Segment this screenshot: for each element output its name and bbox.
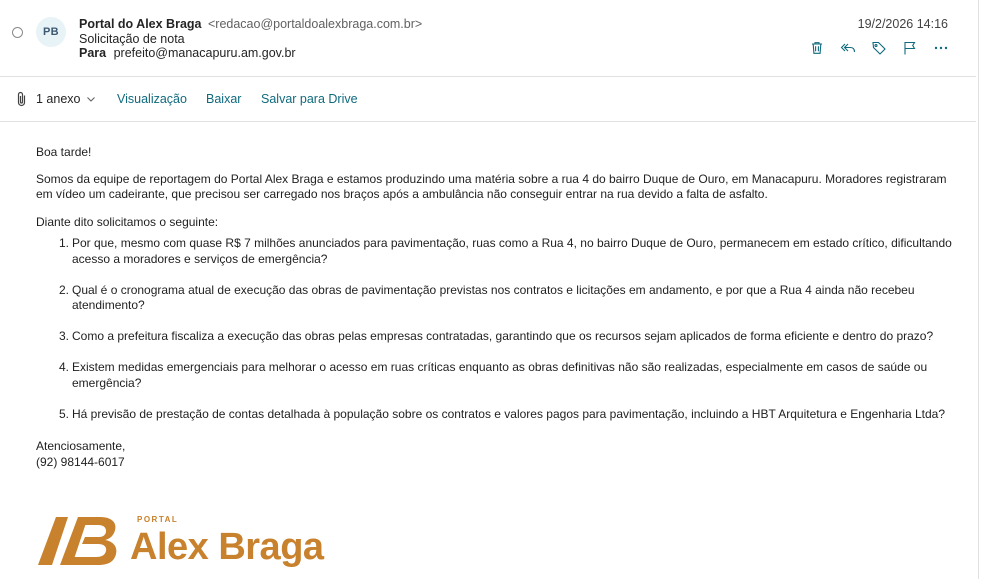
attachment-divider xyxy=(0,121,976,122)
attachment-count-label: 1 anexo xyxy=(36,92,81,106)
attachment-count-dropdown[interactable] xyxy=(36,92,96,106)
select-radio[interactable] xyxy=(12,27,23,38)
more-icon xyxy=(933,40,949,56)
list-item: 3. Como a prefeitura fiscaliza a execução das obras pelas empresas contratadas, garantindo que os recursos sejam aplicados de forma eficiente e dentro do prazo? xyxy=(59,329,934,343)
paperclip-icon xyxy=(15,91,29,107)
attachment-bar xyxy=(0,77,976,121)
signature-logo xyxy=(38,513,358,571)
greeting: Boa tarde! xyxy=(36,145,92,159)
reading-pane-border xyxy=(978,0,979,579)
trash-icon xyxy=(809,40,825,56)
to-label: Para xyxy=(79,46,107,60)
reply-all-button[interactable] xyxy=(837,38,859,58)
save-to-drive-link[interactable]: Salvar para Drive xyxy=(261,92,358,106)
list-item: 2. Qual é o cronograma atual de execução das obras de pavimentação previstas nos contratos e licitações em andamento, e por que a Rua 4 ainda não recebeu atendimento? xyxy=(59,282,915,312)
intro-paragraph: Somos da equipe de reportagem do Portal Alex Braga e estamos produzindo uma matéria sobre a rua 4 do bairro Duque de Ouro, em Manacapuru. Moradores registraram em vídeo um cadeirante, que precisou ser carregado nos braços após a ambulância não conseguir entrar na rua devido a falta de asfalto. xyxy=(36,171,947,201)
message-subject: Solicitação de nota xyxy=(79,32,185,46)
sender-name[interactable]: Portal do Alex Braga xyxy=(79,17,202,31)
tag-icon xyxy=(871,40,887,56)
logo-mark-icon xyxy=(38,513,124,569)
phone-number: (92) 98144-6017 xyxy=(36,454,125,469)
recipient-line xyxy=(79,46,296,60)
chevron-down-icon xyxy=(86,94,96,104)
list-item: 5. Há previsão de prestação de contas detalhada à população sobre os contratos e valores pagos para pavimentação, incluindo a HBT Arquitetura e Engenharia Ltda? xyxy=(59,406,946,421)
preview-link[interactable]: Visualização xyxy=(117,92,187,106)
delete-button[interactable] xyxy=(806,38,828,58)
flag-button[interactable] xyxy=(899,38,921,58)
message-body xyxy=(36,145,956,470)
more-actions-button[interactable] xyxy=(930,38,952,58)
recipient-address[interactable]: prefeito@manacapuru.am.gov.br xyxy=(113,46,296,60)
download-link[interactable]: Baixar xyxy=(206,92,242,106)
message-actions xyxy=(806,38,952,58)
message-datetime: 19/2/2026 14:16 xyxy=(857,17,948,31)
list-item: 1. Por que, mesmo com quase R$ 7 milhões anunciados para pavimentação, ruas como a Rua 4, no bairro Duque de Ouro, permanecem em estado crítico, dificultando acesso a moradores e serviços de emergência? xyxy=(59,236,952,266)
message-header xyxy=(0,0,976,76)
avatar[interactable]: PB xyxy=(36,17,66,47)
list-item: 4. Existem medidas emergenciais para melhorar o acesso em ruas críticas enquanto as obras definitivas não são realizadas, especialmente em casos de saúde ou emergência? xyxy=(59,360,928,390)
tag-button[interactable] xyxy=(868,38,890,58)
request-line: Diante dito solicitamos o seguinte: xyxy=(36,214,219,229)
sender-email: <redacao@portaldoalexbraga.com.br> xyxy=(207,17,423,31)
questions-list xyxy=(36,236,956,422)
logo-name: Alex Braga xyxy=(130,526,324,568)
flag-icon xyxy=(902,40,918,56)
logo-small-text: PORTAL xyxy=(137,515,179,524)
closing: Atenciosamente, xyxy=(36,439,126,453)
sender-line xyxy=(79,17,422,31)
reply-all-icon xyxy=(840,40,856,56)
